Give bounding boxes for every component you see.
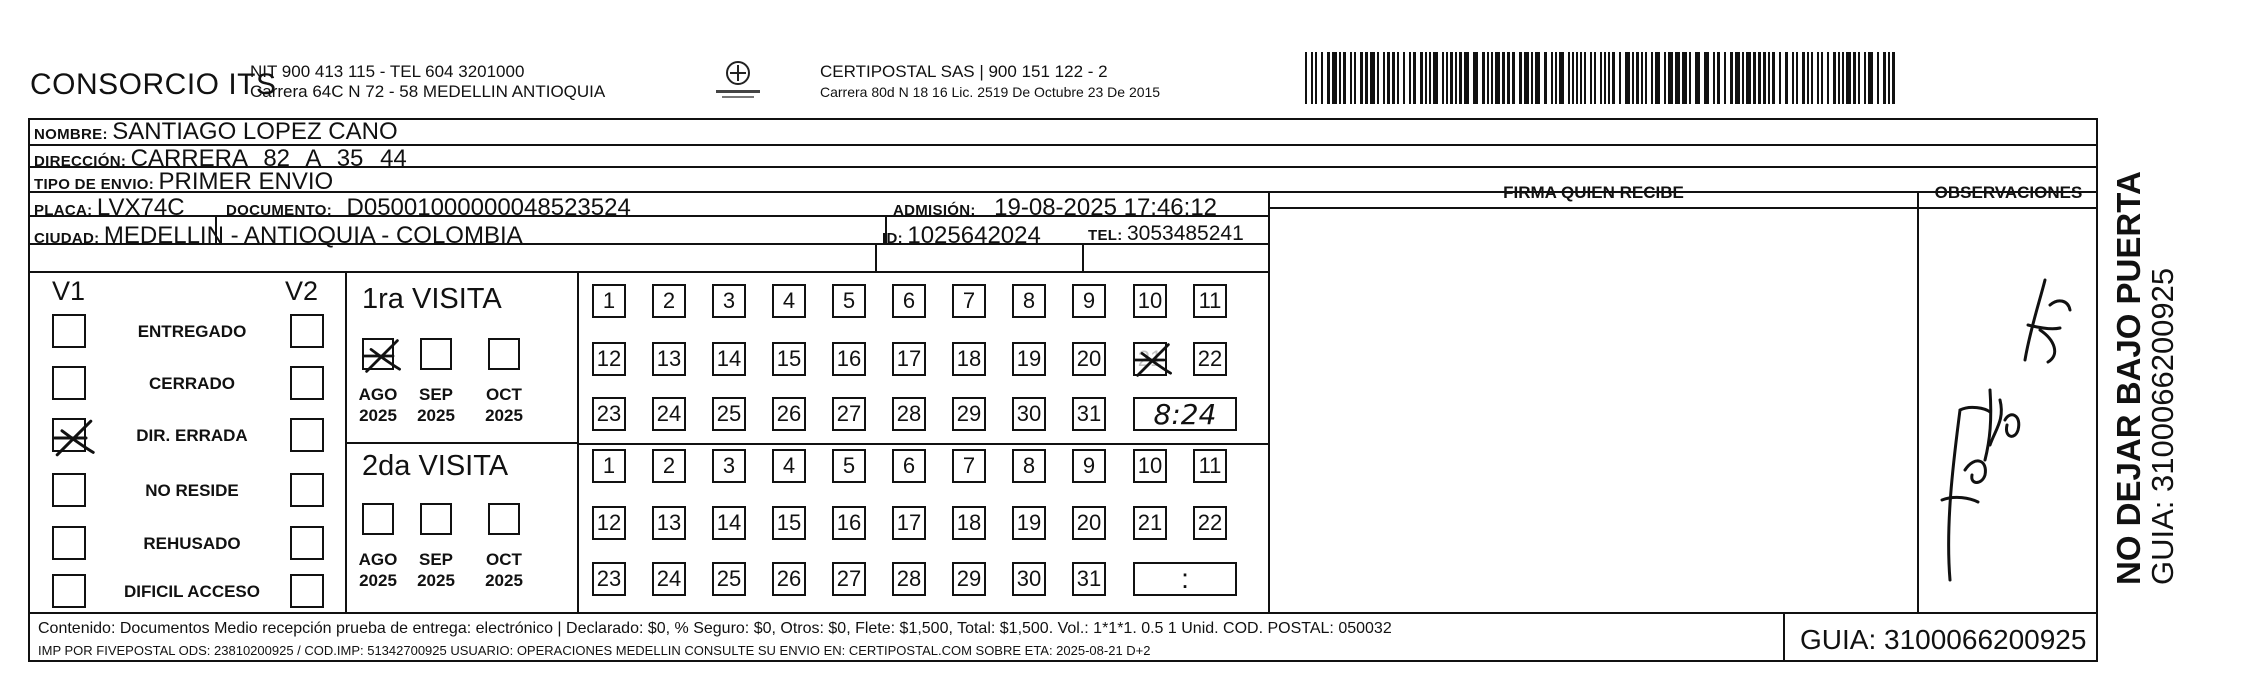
- day-checkbox[interactable]: [592, 284, 626, 318]
- day-checkbox[interactable]: [652, 342, 686, 376]
- month-name: AGO: [358, 550, 398, 569]
- day-number: 18: [956, 346, 982, 371]
- status-label: NO RESIDE: [145, 481, 239, 500]
- signature-header: FIRMA QUIEN RECIBE: [1503, 183, 1684, 202]
- day-checkbox[interactable]: [712, 397, 746, 431]
- day-checkbox[interactable]: [892, 284, 926, 318]
- day-checkbox[interactable]: [892, 562, 926, 596]
- checkmark-icon: [50, 414, 98, 462]
- day-number: 11: [1198, 453, 1222, 478]
- month-year: 2025: [359, 406, 397, 425]
- v2-checkbox[interactable]: [290, 574, 324, 608]
- city-row: [34, 222, 523, 250]
- id-label: ID:: [882, 230, 903, 247]
- checkmark-icon: [360, 334, 404, 378]
- day-checkbox[interactable]: [1072, 506, 1106, 540]
- month-label: [476, 549, 532, 591]
- day-checkbox[interactable]: [832, 562, 866, 596]
- day-checkbox[interactable]: [592, 562, 626, 596]
- barcode: [1305, 52, 1897, 104]
- day-number: 27: [836, 566, 862, 591]
- day-checkbox[interactable]: [1012, 506, 1046, 540]
- admission-label: ADMISIÓN:: [893, 202, 976, 219]
- day-checkbox[interactable]: [1072, 342, 1106, 376]
- day-checkbox[interactable]: [1072, 397, 1106, 431]
- day-checkbox[interactable]: [952, 342, 986, 376]
- day-number: 21: [1137, 346, 1163, 371]
- day-checkbox[interactable]: [772, 342, 806, 376]
- day-number: 17: [896, 346, 922, 371]
- second-visit-title: 2da VISITA: [362, 450, 509, 482]
- observation-handwriting-icon: [1930, 270, 2080, 590]
- admission-value: 19-08-2025 17:46:12: [994, 194, 1218, 221]
- shipment-type-row: [34, 168, 333, 196]
- day-checkbox[interactable]: [952, 397, 986, 431]
- month-checkbox[interactable]: [420, 338, 452, 370]
- id-value: 1025642024: [907, 222, 1041, 249]
- month-label: [350, 384, 406, 426]
- second-visit-time[interactable]: [1133, 562, 1237, 596]
- day-checkbox[interactable]: [1012, 342, 1046, 376]
- day-checkbox[interactable]: [772, 449, 806, 483]
- tel-value: 3053485241: [1126, 222, 1244, 245]
- month-label: [408, 549, 464, 591]
- certipostal-logo-icon: [712, 58, 764, 104]
- day-number: 22: [1197, 346, 1223, 371]
- day-checkbox[interactable]: [712, 506, 746, 540]
- day-number: 6: [902, 288, 916, 313]
- day-checkbox[interactable]: [592, 506, 626, 540]
- day-number: 15: [776, 510, 802, 535]
- day-number: 25: [716, 401, 742, 426]
- day-checkbox[interactable]: [712, 342, 746, 376]
- day-checkbox[interactable]: [832, 342, 866, 376]
- status-label: REHUSADO: [143, 534, 241, 553]
- v2-checkbox[interactable]: [290, 314, 324, 348]
- side-guia: GUIA: 3100066200925: [2145, 267, 2180, 585]
- observations-header: OBSERVACIONES: [1934, 183, 2083, 202]
- day-checkbox[interactable]: [1012, 284, 1046, 318]
- day-checkbox[interactable]: [952, 562, 986, 596]
- day-checkbox[interactable]: [832, 397, 866, 431]
- day-number: 26: [776, 566, 802, 591]
- certipostal-info: [820, 62, 1160, 102]
- footer-print-info: IMP POR FIVEPOSTAL ODS: 23810200925 / COD.IMP: 51342700925 USUARIO: OPERACIONES MEDELLIN CONSULTE SU ENVIO EN: CERTIPOSTAL.COM SOBRE ETA: 2025-08-21 D+2: [38, 643, 1151, 658]
- day-number: 9: [1082, 288, 1096, 313]
- day-checkbox[interactable]: [652, 506, 686, 540]
- day-checkbox[interactable]: [832, 506, 866, 540]
- tel-label: TEL:: [1088, 227, 1123, 244]
- day-number: 20: [1076, 346, 1102, 371]
- shipment-type: PRIMER ENVIO: [158, 168, 334, 195]
- day-number: 6: [902, 453, 916, 478]
- day-number: 5: [842, 288, 856, 313]
- day-number: 20: [1076, 510, 1102, 535]
- day-number: 30: [1016, 566, 1042, 591]
- v1-checkbox[interactable]: [52, 473, 86, 507]
- day-checkbox[interactable]: [712, 284, 746, 318]
- v1-label: V1: [52, 276, 86, 306]
- day-number: 21: [1137, 510, 1163, 535]
- day-number: 23: [596, 566, 622, 591]
- v2-checkbox[interactable]: [290, 473, 324, 507]
- v2-label: V2: [285, 276, 319, 306]
- day-number: 2: [662, 453, 676, 478]
- shipment-type-label: TIPO DE ENVIO:: [34, 176, 155, 193]
- day-checkbox[interactable]: [592, 397, 626, 431]
- day-checkbox[interactable]: [1133, 449, 1167, 483]
- day-number: 28: [896, 566, 922, 591]
- day-checkbox[interactable]: [952, 284, 986, 318]
- footer-guia: GUIA: 3100066200925: [1800, 624, 2087, 655]
- day-number: 1: [602, 453, 616, 478]
- day-number: 12: [596, 510, 622, 535]
- day-checkbox[interactable]: [832, 284, 866, 318]
- side-warning-text: NO DEJAR BAJO PUERTA: [2110, 171, 2147, 585]
- month-year: 2025: [485, 571, 523, 590]
- document-value: D05001000000048523524: [346, 194, 631, 221]
- id-row: [882, 222, 1041, 250]
- v1-checkbox[interactable]: [52, 366, 86, 400]
- day-number: 31: [1076, 566, 1102, 591]
- day-checkbox[interactable]: [652, 562, 686, 596]
- day-checkbox[interactable]: [1072, 562, 1106, 596]
- document-row: [226, 194, 631, 222]
- day-number: 10: [1137, 288, 1163, 313]
- day-checkbox[interactable]: [1193, 342, 1227, 376]
- day-checkbox[interactable]: [1012, 449, 1046, 483]
- day-number: 2: [662, 288, 676, 313]
- day-checkbox[interactable]: [892, 449, 926, 483]
- v1-checkbox[interactable]: [52, 526, 86, 560]
- month-name: SEP: [418, 385, 454, 404]
- address-label: DIRECCIÓN:: [34, 153, 127, 170]
- plate-row: [34, 194, 185, 222]
- day-checkbox[interactable]: [772, 284, 806, 318]
- month-label: [408, 384, 464, 426]
- day-checkbox[interactable]: [652, 449, 686, 483]
- company-name: CONSORCIO ITS: [30, 68, 277, 101]
- day-number: 16: [836, 510, 862, 535]
- day-checkbox[interactable]: [772, 562, 806, 596]
- v1-checkbox[interactable]: [52, 418, 86, 452]
- month-name: AGO: [358, 385, 398, 404]
- day-number: 14: [716, 510, 742, 535]
- month-checkbox[interactable]: [488, 503, 520, 535]
- day-checkbox[interactable]: [832, 449, 866, 483]
- day-checkbox[interactable]: [712, 562, 746, 596]
- day-number: 7: [962, 453, 976, 478]
- first-visit-time-value: 8:24: [1153, 397, 1217, 431]
- day-number: 28: [896, 401, 922, 426]
- day-number: 24: [656, 401, 682, 426]
- second-visit-time-value: :: [1181, 563, 1189, 594]
- day-checkbox[interactable]: [652, 397, 686, 431]
- day-checkbox[interactable]: [1133, 342, 1167, 376]
- v1-checkbox[interactable]: [52, 314, 86, 348]
- recipient-name-row: [34, 118, 398, 146]
- day-number: 27: [836, 401, 862, 426]
- day-number: 8: [1022, 288, 1036, 313]
- day-number: 19: [1016, 346, 1042, 371]
- day-number: 18: [956, 510, 982, 535]
- certipostal-nit: CERTIPOSTAL SAS | 900 151 122 - 2: [820, 62, 1108, 81]
- day-number: 8: [1022, 453, 1036, 478]
- month-year: 2025: [485, 406, 523, 425]
- day-checkbox[interactable]: [952, 449, 986, 483]
- day-checkbox[interactable]: [892, 397, 926, 431]
- status-label: DIR. ERRADA: [136, 426, 248, 445]
- day-number: 29: [956, 566, 982, 591]
- month-name: OCT: [486, 550, 522, 569]
- company-address: Carrera 64C N 72 - 58 MEDELLIN ANTIOQUIA: [250, 82, 606, 101]
- day-number: 9: [1082, 453, 1096, 478]
- status-label: CERRADO: [149, 374, 235, 393]
- document-label: DOCUMENTO:: [226, 202, 333, 219]
- month-name: SEP: [418, 550, 454, 569]
- v2-checkbox[interactable]: [290, 418, 324, 452]
- month-checkbox[interactable]: [362, 338, 394, 370]
- day-checkbox[interactable]: [892, 506, 926, 540]
- admission-row: [893, 194, 1217, 222]
- day-number: 13: [656, 346, 682, 371]
- footer-content: Contenido: Documentos Medio recepción prueba de entrega: electrónico | Declarado: $0, % Seguro: $0, Otros: $0, Flete: $1,500, Total: $1,500. Vol.: 1*1*1. 0.5 1 Unid. COD. POSTAL: 050032: [38, 620, 1392, 637]
- day-number: 17: [896, 510, 922, 535]
- day-number: 4: [782, 288, 796, 313]
- day-number: 26: [776, 401, 802, 426]
- day-checkbox[interactable]: [952, 506, 986, 540]
- plate-label: PLACA:: [34, 202, 93, 219]
- day-checkbox[interactable]: [772, 506, 806, 540]
- day-number: 5: [842, 453, 856, 478]
- v2-checkbox[interactable]: [290, 366, 324, 400]
- day-number: 3: [722, 453, 736, 478]
- day-checkbox[interactable]: [892, 342, 926, 376]
- month-label: [350, 549, 406, 591]
- day-number: 14: [716, 346, 742, 371]
- company-contact: [250, 62, 605, 102]
- day-checkbox[interactable]: [1012, 562, 1046, 596]
- day-number: 10: [1137, 453, 1163, 478]
- day-checkbox[interactable]: [1133, 284, 1167, 318]
- day-checkbox[interactable]: [592, 449, 626, 483]
- day-checkbox[interactable]: [592, 342, 626, 376]
- day-number: 3: [722, 288, 736, 313]
- side-warning: [2112, 171, 2180, 585]
- city-label: CIUDAD:: [34, 230, 100, 247]
- day-checkbox[interactable]: [1012, 397, 1046, 431]
- day-number: 12: [596, 346, 622, 371]
- month-label: [476, 384, 532, 426]
- v2-checkbox[interactable]: [290, 526, 324, 560]
- recipient-name: SANTIAGO LOPEZ CANO: [112, 118, 398, 145]
- day-checkbox[interactable]: [1133, 506, 1167, 540]
- day-checkbox[interactable]: [772, 397, 806, 431]
- day-checkbox[interactable]: [1072, 449, 1106, 483]
- first-visit-title: 1ra VISITA: [362, 283, 502, 315]
- month-checkbox[interactable]: [488, 338, 520, 370]
- day-number: 1: [602, 288, 616, 313]
- first-visit-time[interactable]: [1133, 397, 1237, 431]
- day-number: 24: [656, 566, 682, 591]
- month-year: 2025: [417, 571, 455, 590]
- day-number: 15: [776, 346, 802, 371]
- address-value: CARRERA 82 A 35 44: [130, 145, 407, 172]
- day-number: 19: [1016, 510, 1042, 535]
- certipostal-address: Carrera 80d N 18 16 Lic. 2519 De Octubre 23 De 2015: [820, 84, 1161, 100]
- day-number: 29: [956, 401, 982, 426]
- day-number: 16: [836, 346, 862, 371]
- day-number: 31: [1076, 401, 1102, 426]
- city-value: MEDELLIN - ANTIOQUIA - COLOMBIA: [103, 222, 523, 249]
- day-number: 4: [782, 453, 796, 478]
- v1-checkbox[interactable]: [52, 574, 86, 608]
- recipient-name-label: NOMBRE:: [34, 126, 108, 143]
- month-checkbox[interactable]: [420, 503, 452, 535]
- month-checkbox[interactable]: [362, 503, 394, 535]
- day-checkbox[interactable]: [1193, 449, 1227, 483]
- company-nit: NIT 900 413 115 - TEL 604 3201000: [250, 62, 525, 81]
- month-year: 2025: [359, 571, 397, 590]
- day-number: 11: [1198, 288, 1222, 313]
- day-checkbox[interactable]: [652, 284, 686, 318]
- day-number: 25: [716, 566, 742, 591]
- day-number: 23: [596, 401, 622, 426]
- day-checkbox[interactable]: [1193, 506, 1227, 540]
- plate-value: LVX74C: [96, 194, 185, 221]
- status-label: ENTREGADO: [137, 322, 247, 341]
- day-number: 22: [1197, 510, 1223, 535]
- month-year: 2025: [417, 406, 455, 425]
- tel-row: [1088, 222, 1244, 246]
- status-label: DIFICIL ACCESO: [123, 582, 260, 601]
- day-checkbox[interactable]: [1072, 284, 1106, 318]
- day-number: 13: [656, 510, 682, 535]
- day-checkbox[interactable]: [712, 449, 746, 483]
- day-checkbox[interactable]: [1193, 284, 1227, 318]
- month-name: OCT: [486, 385, 522, 404]
- day-number: 30: [1016, 401, 1042, 426]
- day-number: 7: [962, 288, 976, 313]
